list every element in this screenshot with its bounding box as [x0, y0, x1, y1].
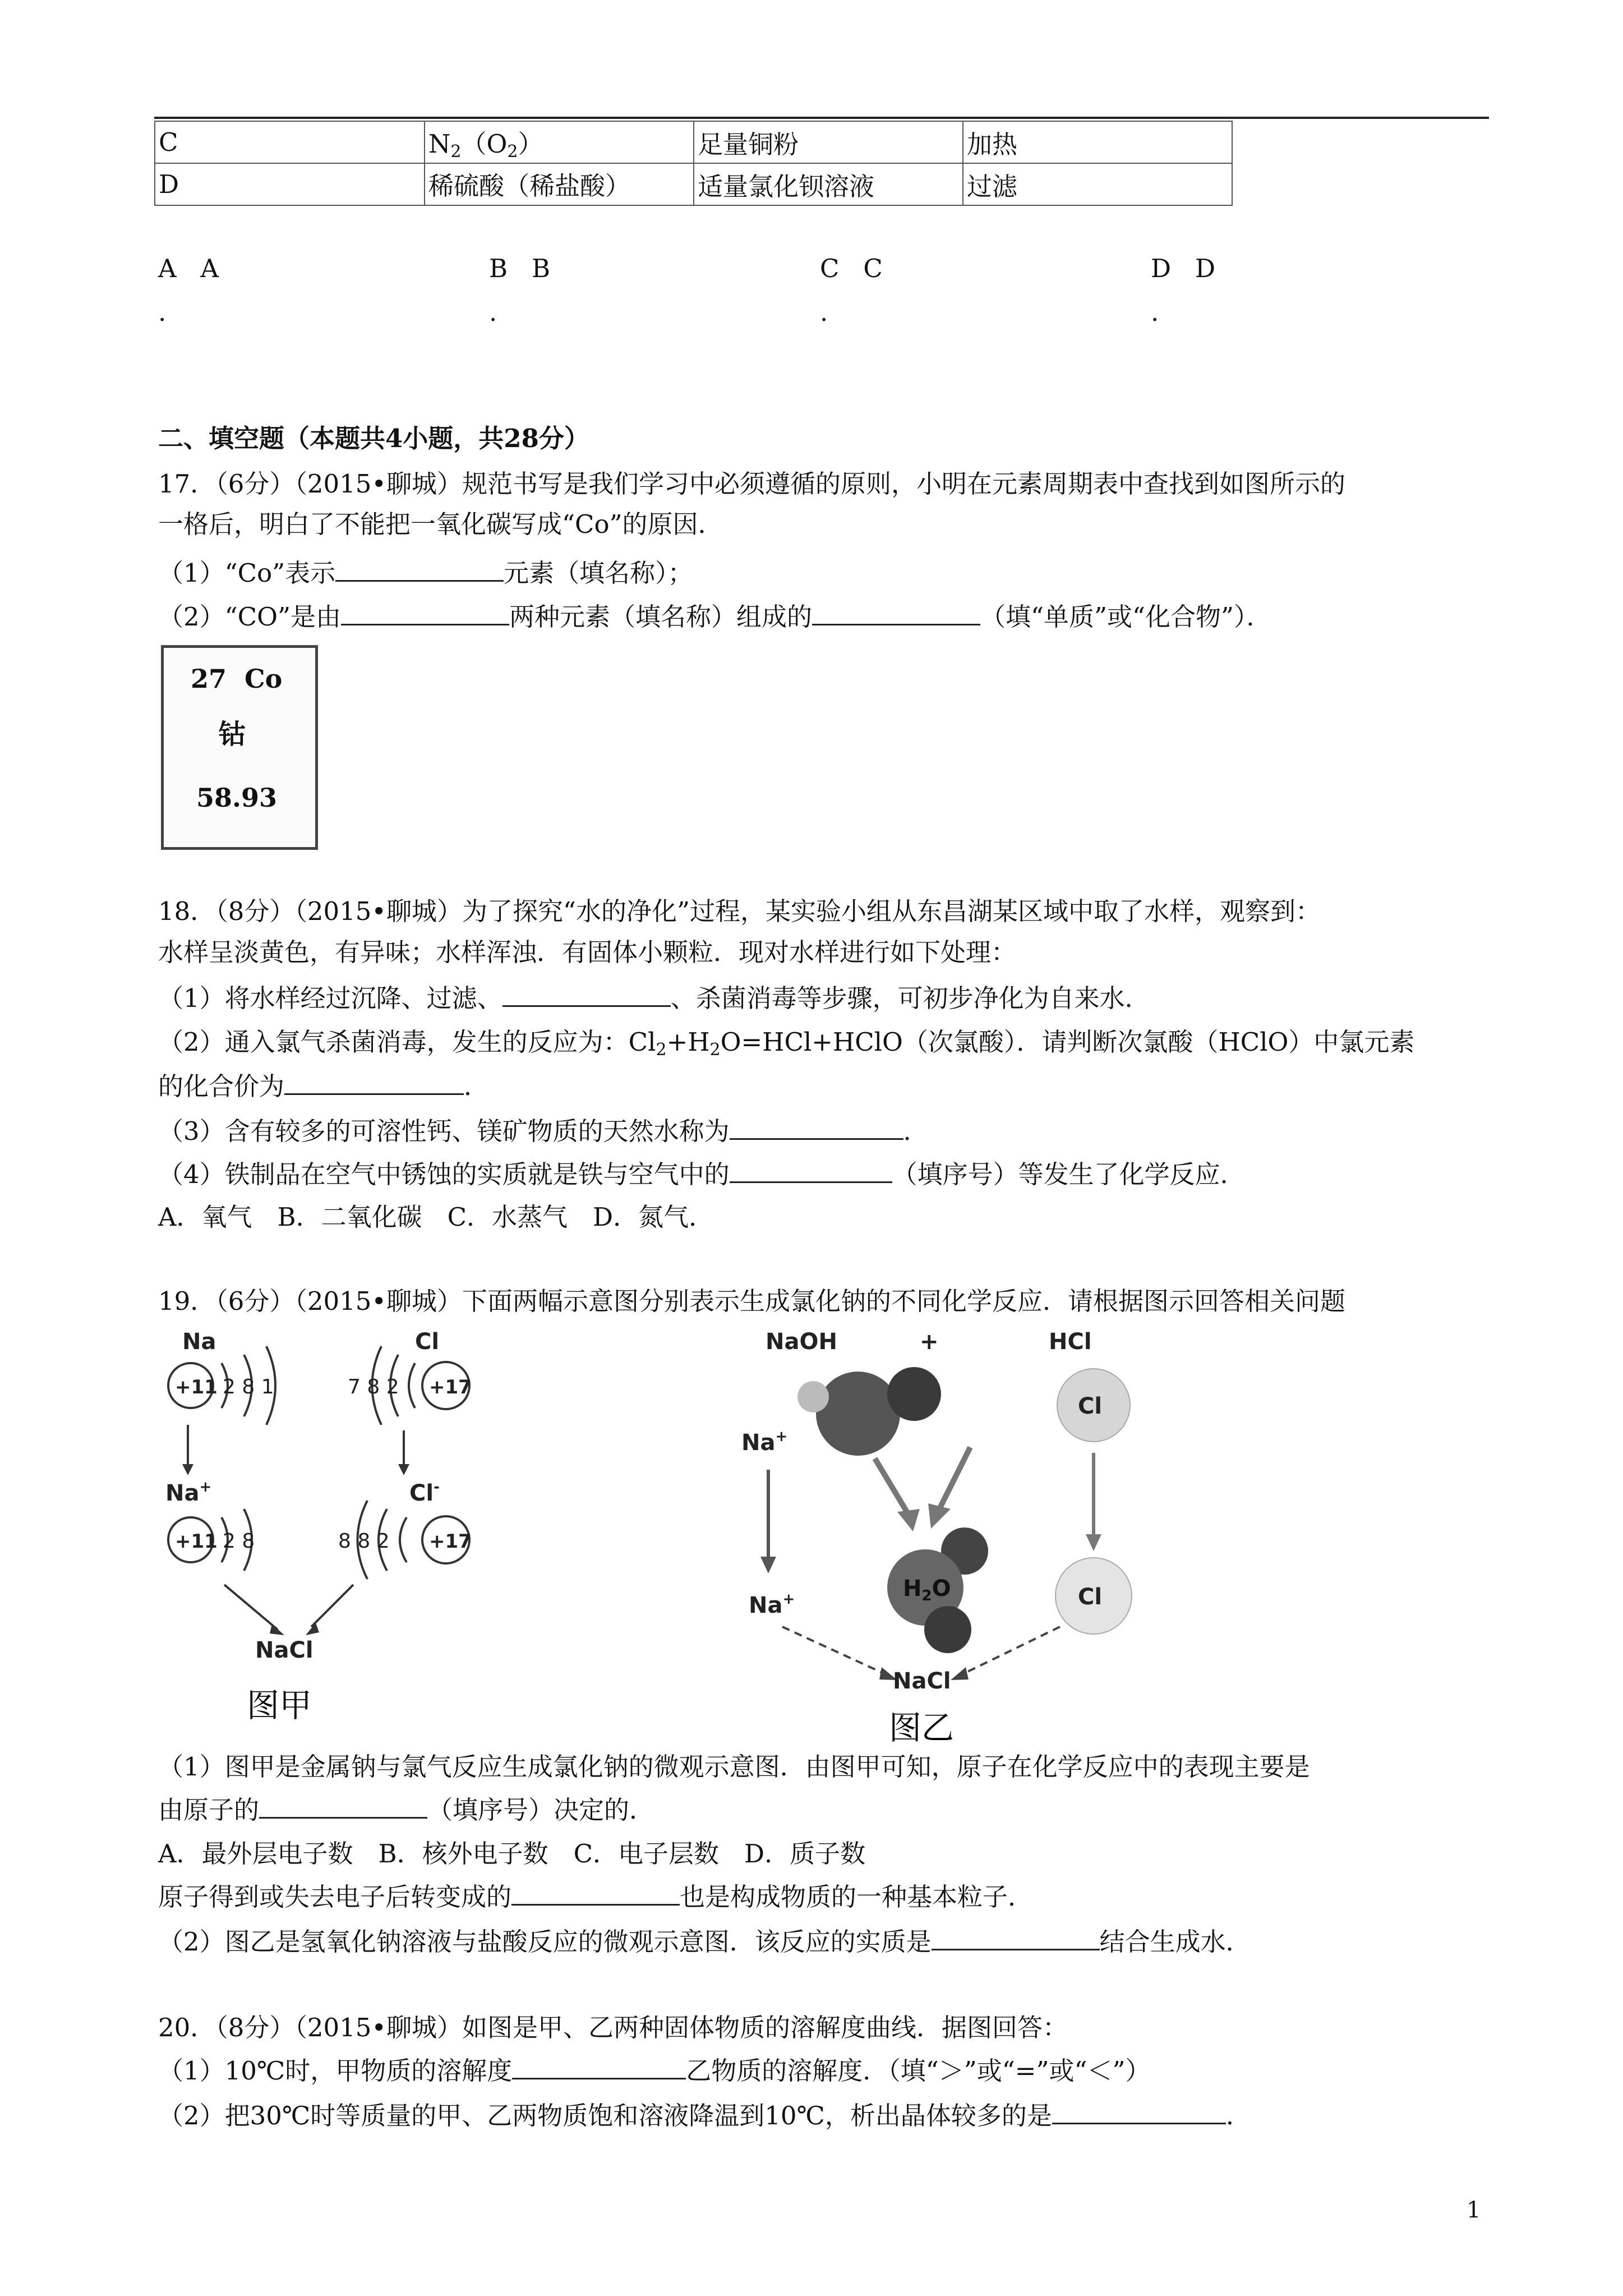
naoh-h-atom [887, 1367, 941, 1421]
na-ion-nucleus-label: +11 [175, 1530, 218, 1553]
q17-blank-1[interactable] [335, 555, 504, 582]
q20-blank-2[interactable] [1052, 2098, 1226, 2124]
table-row [155, 163, 1232, 205]
options-table [154, 121, 1233, 206]
q19-options: A．最外层电子数 B．核外电子数 C．电子层数 D．质子数 [158, 1839, 866, 1869]
table-cell: 加热 [963, 121, 1232, 163]
cl-ion-shells: 8 8 2 [338, 1530, 390, 1553]
figure-b [735, 1324, 1172, 1750]
q19-blank-3[interactable] [932, 1924, 1100, 1950]
table-cell: 适量氯化钡溶液 [694, 163, 963, 205]
q18-blank-2[interactable] [284, 1069, 464, 1095]
table-cell: 稀硫酸（稀盐酸） [425, 163, 694, 205]
figure-a [160, 1324, 508, 1728]
element-symbol: Co [245, 664, 283, 694]
table-row [155, 121, 1232, 163]
q19-part1: （1）图甲是金属钠与氯气反应生成氯化钠的微观示意图．由图甲可知，原子在化学反应中的表现主要是 [158, 1752, 1310, 1782]
naoh-o-atom [816, 1372, 900, 1456]
fig-b-water: $H_2O$ [903, 1576, 951, 1604]
q17-blank-3[interactable] [812, 599, 980, 625]
q17-part1: （1）“Co”表示 元素（填名称）； [158, 555, 693, 590]
table-cell: D [155, 163, 425, 205]
fig-b-cl-top: Cl [1078, 1393, 1103, 1419]
q18-blank-4[interactable] [730, 1157, 892, 1183]
choice-a[interactable]: A A [158, 254, 219, 283]
fig-a-cl-label: Cl [415, 1329, 440, 1355]
table-cell: $N_2(O_2)$ [425, 121, 694, 163]
q17-line2: 一格后，明白了不能把一氧化碳写成“Co”的原因． [158, 509, 723, 539]
q18-line2: 水样呈淡黄色，有异味；水样浑浊．有固体小颗粒．现对水样进行如下处理： [158, 937, 1017, 967]
fig-b-caption: 图乙 [889, 1709, 955, 1747]
fig-a-na-ion-label: Na+ [165, 1479, 212, 1506]
water-h-atom-2 [924, 1606, 971, 1653]
q18-part2: （2）通入氯气杀菌消毒，发生的反应为：$Cl_2+H_2O=HCl+HClO$（次氯酸）．请判断次氯酸（HClO）中氯元素 [158, 1027, 1415, 1060]
q20-part2: （2）把30℃时等质量的甲、乙两物质饱和溶液降温到10℃，析出晶体较多的是 ． [158, 2098, 1251, 2133]
na-shells: 2 8 1 [223, 1375, 274, 1398]
fig-b-plus: + [920, 1329, 939, 1355]
fig-a-na-label: Na [182, 1329, 216, 1355]
choice-a-dot: . [158, 297, 167, 327]
choice-c-dot: . [820, 297, 828, 327]
q18-part2-cont: 的化合价为 ． [158, 1069, 489, 1103]
table-cell: C [155, 121, 425, 163]
choice-d[interactable]: D D [1151, 254, 1216, 283]
q19-part1-cont: 由原子的 （填序号）决定的． [158, 1792, 654, 1827]
atomic-number: 27 [191, 664, 227, 694]
q20-part1: （1）10℃时，甲物质的溶解度 乙物质的溶解度．（填“＞”或“=”或“＜”） [158, 2053, 1150, 2088]
fig-a-caption: 图甲 [247, 1686, 312, 1724]
naoh-na-atom [797, 1381, 829, 1412]
q18-blank-1[interactable] [502, 981, 671, 1007]
na-nucleus-label: +11 [175, 1376, 218, 1398]
q18-options: A．氧气 B．二氧化碳 C．水蒸气 D．氮气． [158, 1202, 714, 1232]
header-rule [154, 117, 1489, 119]
q18-part3: （3）含有较多的可溶性钙、镁矿物质的天然水称为 ． [158, 1114, 929, 1148]
q18-part1: （1）将水样经过沉降、过滤、 、杀菌消毒等步骤，可初步净化为自来水． [158, 981, 1150, 1015]
q18-line1: 18．（8分）（2015•聊城）为了探究“水的净化”过程，某实验小组从东昌湖某区域中取了水样，观察到： [158, 896, 1321, 926]
choice-c[interactable]: C C [820, 254, 883, 283]
fig-a-product: NaCl [255, 1637, 313, 1663]
page-number: 1 [1467, 2197, 1481, 2223]
periodic-table-cell [161, 645, 318, 850]
q19-part2: （2）图乙是氢氧化钠溶液与盐酸反应的微观示意图．该反应的实质是 结合生成水． [158, 1924, 1251, 1959]
q17-part2: （2）“CO”是由 两种元素（填名称）组成的 （填“单质”或“化合物”）． [158, 599, 1272, 634]
cl-shells: 7 8 2 [348, 1375, 399, 1398]
q19-part1-ion: 原子得到或失去电子后转变成的 也是构成物质的一种基本粒子． [158, 1879, 1033, 1914]
fig-b-naoh: NaOH [766, 1329, 837, 1355]
q17-blank-2[interactable] [341, 599, 509, 625]
q18-part4: （4）铁制品在空气中锈蚀的实质就是铁与空气中的 （填序号）等发生了化学反应． [158, 1157, 1246, 1191]
table-cell: 足量铜粉 [694, 121, 963, 163]
fig-b-na-top: Na+ [741, 1428, 788, 1456]
fig-b-na-bottom: Na+ [749, 1591, 795, 1618]
fig-b-cl-bottom: Cl [1078, 1584, 1103, 1610]
q20-blank-1[interactable] [512, 2053, 686, 2079]
fig-b-product: NaCl [893, 1668, 951, 1694]
q19-blank-2[interactable] [511, 1879, 680, 1906]
cl-nucleus-label: +17 [429, 1376, 472, 1398]
fig-b-hcl: HCl [1049, 1329, 1092, 1355]
cl-ion-nucleus-label: +17 [429, 1530, 472, 1553]
q17-line1: 17．（6分）（2015•聊城）规范书写是我们学习中必须遵循的原则，小明在元素周期表中查找到如图所示的 [158, 469, 1345, 499]
table-cell: 过滤 [963, 163, 1232, 205]
q20-line1: 20．（8分）（2015•聊城）如图是甲、乙两种固体物质的溶解度曲线．据图回答： [158, 2013, 1068, 2042]
q19-blank-1[interactable] [259, 1792, 427, 1819]
element-name: 钴 [219, 719, 246, 750]
section-title: 二、填空题（本题共4小题，共28分） [158, 424, 589, 453]
choice-b[interactable]: B B [489, 254, 551, 283]
atomic-mass: 58.93 [196, 783, 278, 813]
choice-b-dot: . [489, 297, 497, 327]
fig-a-cl-ion-label: Cl- [409, 1479, 440, 1506]
q18-blank-3[interactable] [730, 1114, 903, 1140]
q19-line1: 19．（6分）（2015•聊城）下面两幅示意图分别表示生成氯化钠的不同化学反应．请根据图示回答相关问题 [158, 1286, 1345, 1316]
na-ion-shells: 2 8 [223, 1530, 255, 1553]
choice-d-dot: . [1151, 297, 1159, 327]
